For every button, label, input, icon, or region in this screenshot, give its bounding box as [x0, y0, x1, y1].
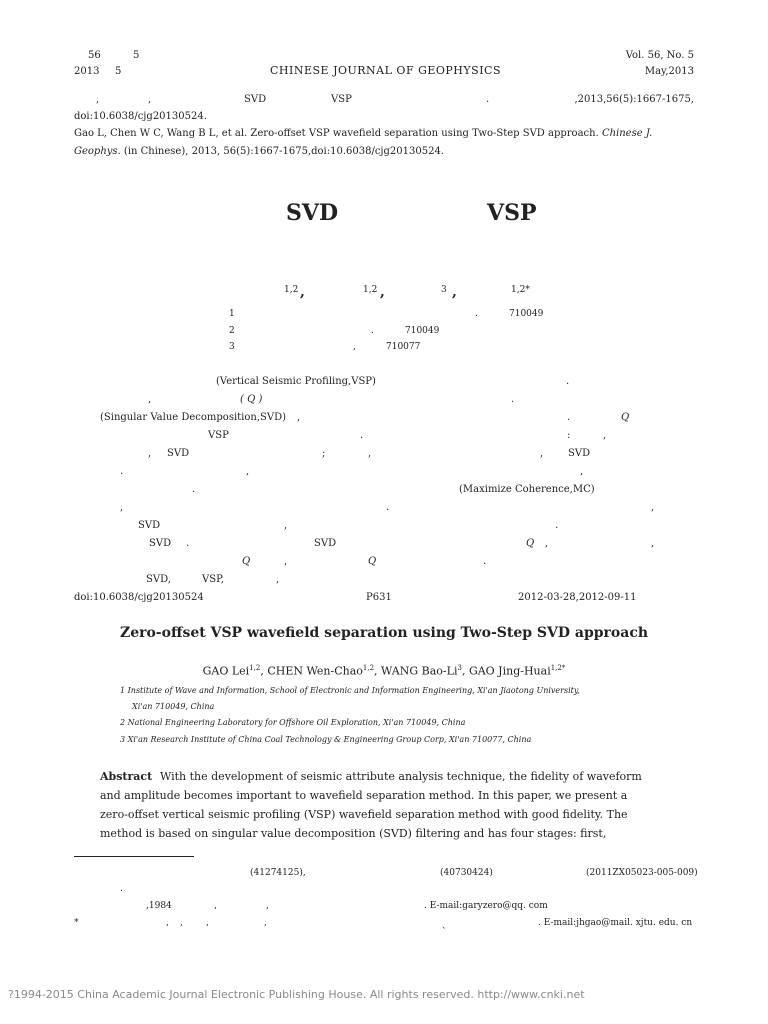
- abstract-cn-text: .: [186, 538, 190, 549]
- author-sup: 3: [441, 285, 447, 295]
- doi: doi:10.6038/cjg20130524: [74, 592, 204, 603]
- affil-num: 2: [229, 326, 235, 336]
- affil-num: 1: [229, 309, 235, 319]
- abstract-cn-text: ,: [297, 412, 301, 423]
- abstract-cn-text: ,: [148, 448, 152, 459]
- author-sep: ,: [260, 664, 264, 678]
- clc-number: P631: [366, 592, 392, 603]
- title-en: Zero-offset VSP wavefield separation using Two-Step SVD approach: [119, 625, 649, 641]
- abstract-cn-text: .: [120, 466, 124, 477]
- author-name: WANG Bao-Li: [381, 664, 458, 678]
- author-name: GAO Lei: [202, 664, 250, 678]
- abstract-label: Abstract: [100, 770, 153, 783]
- author-sup: 1,2: [362, 664, 375, 672]
- abstract-cn-text: .: [483, 556, 487, 567]
- citation-en-journal: Geophys.: [74, 146, 121, 157]
- abstract-cn-text: SVD: [138, 520, 161, 531]
- footnote-marker: *: [74, 918, 79, 928]
- footnote-text: ,: [266, 901, 269, 911]
- header-volume-cn: 56: [88, 50, 101, 61]
- author-sup: 1,2: [249, 664, 261, 672]
- header-month-cn: 5: [115, 66, 122, 77]
- abstract-cn-text: SVD: [149, 538, 172, 549]
- abstract-cn-text: ,: [368, 448, 372, 459]
- footnote-text: ,: [166, 918, 169, 928]
- affil-sep: .: [475, 309, 478, 319]
- author-sep: ,: [461, 664, 466, 678]
- citation-en-text: Gao L, Chen W C, Wang B L, et al. Zero-offset VSP wavefield separation using Two-Step SVD approach.: [74, 128, 599, 139]
- abstract-cn-text: (Singular Value Decomposition,SVD): [100, 412, 286, 423]
- authors-en: [0, 664, 768, 678]
- abstract-cn-text: .: [192, 484, 196, 495]
- abstract-cn-text: SVD: [314, 538, 337, 549]
- abstract-cn-text: ,: [580, 466, 584, 477]
- abstract-cn-text: :: [567, 430, 571, 441]
- citation-cn-sep: ,: [148, 94, 152, 105]
- footnote-email: . E-mail:garyzero@qq. com: [424, 901, 548, 911]
- abstract-cn-text: ,: [246, 466, 250, 477]
- affil-sep: .: [371, 326, 374, 336]
- received-dates: 2012-03-28,2012-09-11: [518, 592, 637, 603]
- header-year-cn: 2013: [74, 66, 100, 77]
- author-sup: 3: [457, 664, 462, 672]
- abstract-cn-text: .: [567, 412, 571, 423]
- abstract-cn-text: ,: [148, 394, 152, 405]
- abstract-cn-text: .: [360, 430, 364, 441]
- author-sup: 1,2*: [511, 285, 530, 295]
- author-sup: 1,2*: [550, 664, 566, 672]
- citation-cn-vsp: VSP: [331, 94, 352, 105]
- abstract-en-line: With the development of seismic attribute analysis technique, the fidelity of waveform: [160, 770, 642, 783]
- abstract-cn-text: .: [555, 520, 559, 531]
- footnote-text: 、: [442, 921, 452, 931]
- abstract-cn-text: ,: [284, 556, 288, 567]
- affiliation-en: 1 Institute of Wave and Information, School of Electronic and Information Engineering, Xi'an Jiaotong University,: [120, 686, 580, 695]
- abstract-en-line: method is based on singular value decomposition (SVD) filtering and has four stages: first,: [100, 827, 607, 840]
- citation-cn-ref: ,2013,56(5):1667-1675,: [574, 94, 694, 105]
- abstract-cn-text: .: [566, 376, 570, 387]
- abstract-en-line: and amplitude becomes important to wavefield separation method. In this paper, we present a: [100, 789, 628, 802]
- abstract-cn-text: (Vertical Seismic Profiling,VSP): [216, 376, 376, 387]
- abstract-cn-text: ,: [284, 520, 288, 531]
- author-sep: ,: [380, 284, 385, 300]
- affil-num: 3: [229, 342, 235, 352]
- abstract-cn-text: VSP: [208, 430, 229, 441]
- footnote-text: (41274125),: [250, 868, 306, 878]
- footnote-text: ,: [206, 918, 209, 928]
- citation-cn-svd: SVD: [244, 94, 267, 105]
- author-sep: ,: [374, 664, 378, 678]
- abstract-en-line: zero-offset vertical seismic profiling (VSP) wavefield separation method with good fidelity. The: [100, 808, 628, 821]
- affiliation-en: 3 Xi'an Research Institute of China Coal Technology & Engineering Group Corp, Xi'an 710077, China: [120, 735, 532, 744]
- footnote-text: (2011ZX05023-005-009): [586, 868, 698, 878]
- keyword: ,: [276, 574, 280, 585]
- abstract-cn-text: ,: [545, 538, 549, 549]
- title-cn-svd: SVD: [286, 200, 339, 226]
- affil-postcode: 710049: [509, 309, 544, 319]
- header-issue-cn: 5: [133, 50, 140, 61]
- affiliation-en: 2 National Engineering Laboratory for Offshore Oil Exploration, Xi'an 710049, China: [120, 718, 466, 727]
- footnote-text: ,: [180, 918, 183, 928]
- header-date-en: May,2013: [644, 66, 694, 77]
- citation-cn-doi: doi:10.6038/cjg20130524.: [74, 111, 207, 122]
- keyword: VSP,: [202, 574, 224, 585]
- abstract-cn-text: (Maximize Coherence,MC): [459, 484, 595, 495]
- abstract-cn-text: SVD: [167, 448, 190, 459]
- citation-cn-sep: ,: [96, 94, 100, 105]
- footnote-rule: [74, 856, 194, 857]
- affiliation-en: Xi'an 710049, China: [132, 702, 215, 711]
- abstract-cn-text: ,: [120, 502, 124, 513]
- affil-postcode: 710049: [405, 326, 440, 336]
- citation-en-journal: Chinese J.: [601, 128, 653, 139]
- footnote-text: ,: [264, 918, 267, 928]
- keyword: SVD,: [146, 574, 171, 585]
- footnote-text: ,1984: [146, 901, 172, 911]
- footnote-text: .: [120, 884, 123, 894]
- footnote-text: (40730424): [440, 868, 493, 878]
- journal-name: CHINESE JOURNAL OF GEOPHYSICS: [270, 64, 501, 77]
- copyright-notice: ?1994-2015 China Academic Journal Electronic Publishing House. All rights reserved. http://www.cnki.net: [8, 988, 585, 1001]
- citation-en-line2: [74, 146, 444, 157]
- affil-postcode: 710077: [386, 342, 421, 352]
- abstract-cn-text: Q: [368, 556, 377, 567]
- footnote-text: ,: [214, 901, 217, 911]
- author-sep: ,: [300, 284, 305, 300]
- abstract-cn-text: ,: [540, 448, 544, 459]
- citation-cn-dot: .: [486, 94, 490, 105]
- affil-sep: ,: [353, 342, 356, 352]
- footnote-email: . E-mail:jhgao@mail. xjtu. edu. cn: [538, 918, 693, 928]
- abstract-cn-text: ,: [651, 502, 655, 513]
- author-name: CHEN Wen-Chao: [267, 664, 363, 678]
- author-sep: ,: [452, 284, 457, 300]
- abstract-cn-text: .: [511, 394, 515, 405]
- abstract-cn-text: ,: [651, 538, 655, 549]
- abstract-cn-text: Q: [621, 412, 630, 423]
- abstract-cn-text: ( Q ): [240, 394, 263, 405]
- abstract-cn-text: Q: [526, 538, 535, 549]
- citation-en-text: (in Chinese), 2013, 56(5):1667-1675,doi:10.6038/cjg20130524.: [123, 146, 445, 157]
- author-sup: 1,2: [363, 285, 378, 295]
- abstract-cn-text: ,: [603, 430, 607, 441]
- header-volume-en: Vol. 56, No. 5: [625, 50, 694, 61]
- author-sup: 1,2: [284, 285, 299, 295]
- abstract-cn-text: ;: [322, 448, 326, 459]
- abstract-cn-text: Q: [242, 556, 251, 567]
- citation-en-line1: [74, 128, 652, 139]
- author-name: GAO Jing-Huai: [468, 664, 551, 678]
- title-cn-vsp: VSP: [487, 200, 537, 226]
- abstract-cn-text: .: [386, 502, 390, 513]
- abstract-cn-text: SVD: [568, 448, 591, 459]
